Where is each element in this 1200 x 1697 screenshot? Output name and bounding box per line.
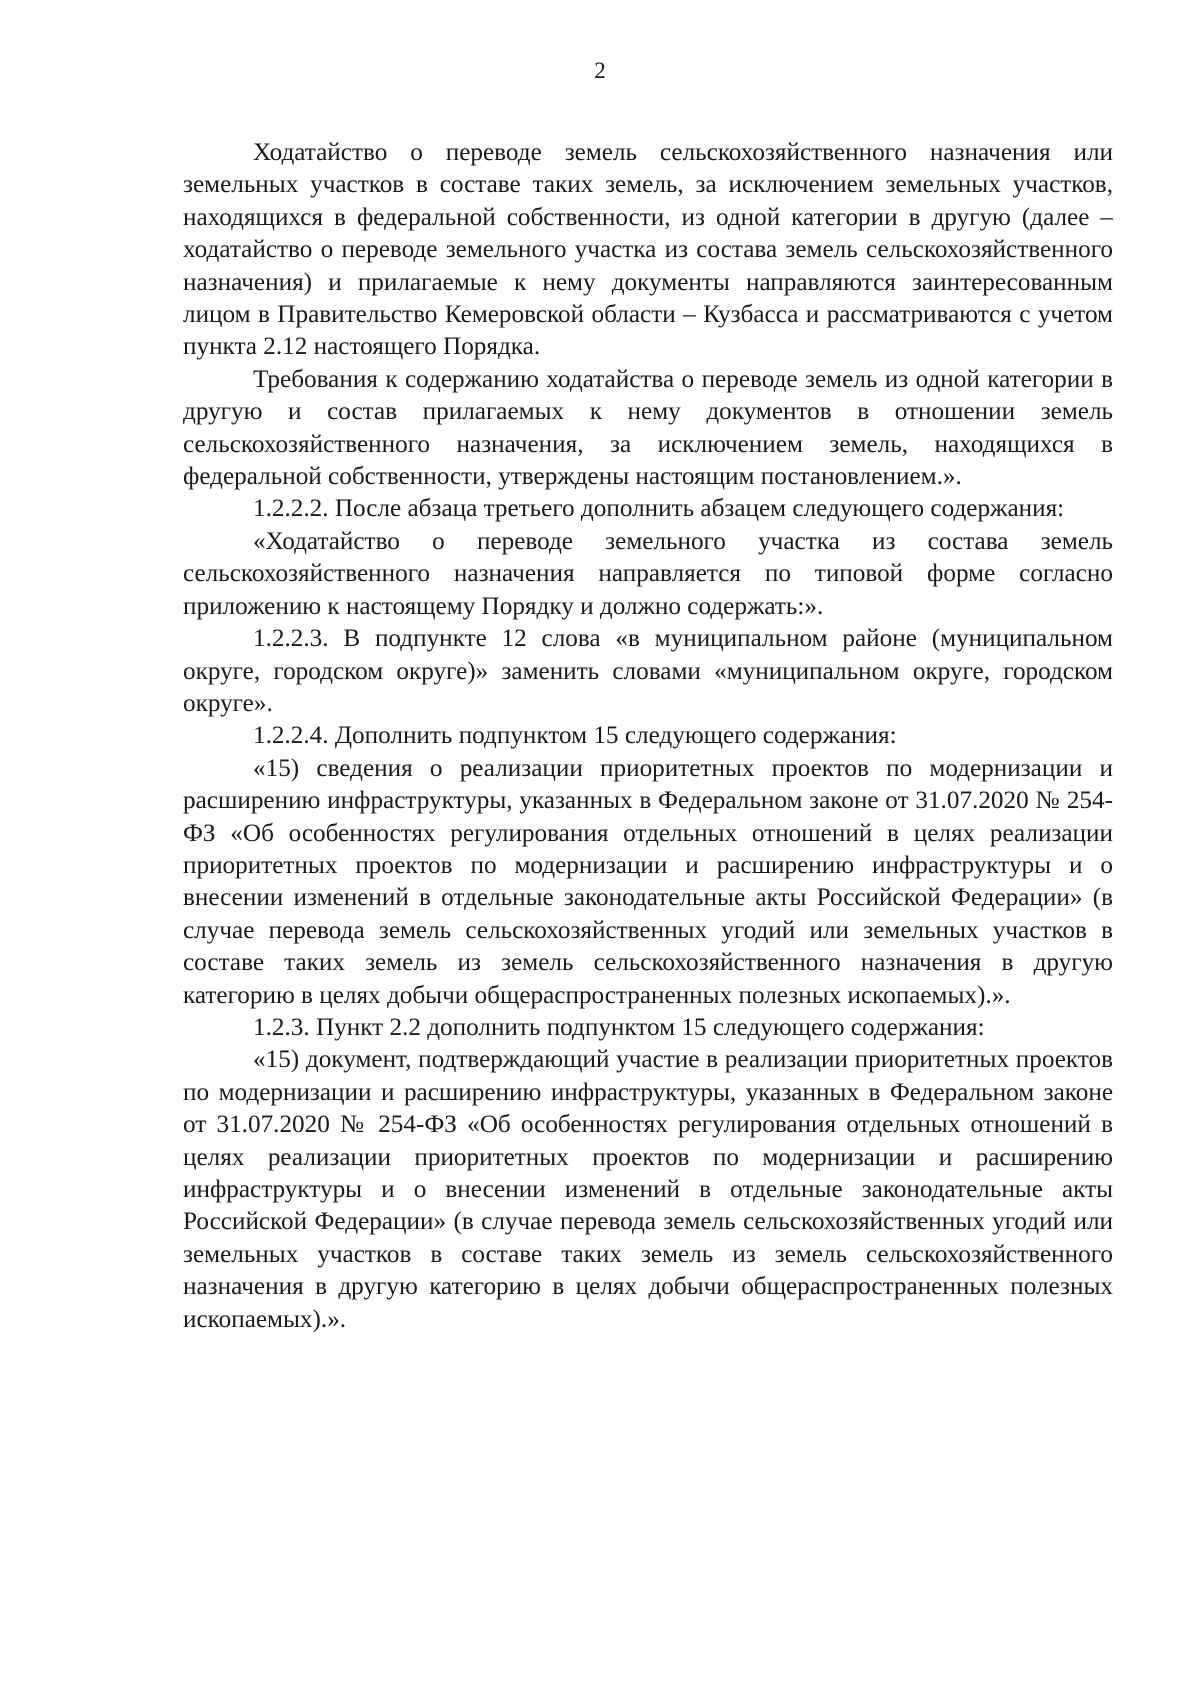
- document-body: [183, 137, 1113, 1336]
- page-number: 2: [594, 58, 606, 83]
- paragraph-item-1-2-2-2: 1.2.2.2. После абзаца третьего дополнить абзацем следующего содержания:: [253, 495, 1065, 523]
- paragraph-item-1-2-2-4: 1.2.2.4. Дополнить подпунктом 15 следующего содержания:: [253, 722, 897, 750]
- paragraph-subitem-15-document: «15) документ, подтверждающий участие в реализации приоритетных проектов по модернизации и расширению инфраструктуры, указанных в Федеральном законе от 31.07.2020 № 254-ФЗ «Об особенностях регулирования отдельных отношений в целях реализации приоритетных проектов по модернизации и расширению инфраструктуры и о внесении изменений в отдельные законодательные акты Российской Федерации» (в случае перевода земель сельскохозяйственных угодий или земельных участков в составе таких земель из земель сельскохозяйственного назначения в другую категорию в целях добычи общераспространенных полезных ископаемых).».: [183, 1046, 1113, 1333]
- paragraph-item-1-2-3: 1.2.3. Пункт 2.2 дополнить подпунктом 15 следующего содержания:: [253, 1013, 985, 1041]
- paragraph-subitem-15-information: «15) сведения о реализации приоритетных проектов по модернизации и расширению инфраструктуры, указанных в Федеральном законе от 31.07.2020 № 254-ФЗ «Об особенностях регулирования отдельных отношений в целях реализации приоритетных проектов по модернизации и расширению инфраструктуры и о внесении изменений в отдельные законодательные акты Российской Федерации» (в случае перевода земель сельскохозяйственных угодий или земельных участков в составе таких земель из земель сельскохозяйственного назначения в другую категорию в целях добычи общераспространенных полезных ископаемых).».: [183, 754, 1113, 1009]
- paragraph-standard-form: «Ходатайство о переводе земельного участка из состава земель сельскохозяйственного назначения направляется по типовой форме согласно приложению к настоящему Порядку и должно содержать:».: [183, 527, 1113, 620]
- paragraph-item-1-2-2-3: 1.2.2.3. В подпункте 12 слова «в муниципальном районе (муниципальном округе, городском округе)» заменить словами «муниципальном округе, городском округе».: [183, 625, 1113, 717]
- paragraph-petition-requirements: Требования к содержанию ходатайства о переводе земель из одной категории в другую и состав прилагаемых к нему документов в отношении земель сельскохозяйственного назначения, за исключением земель, находящихся в федеральной собственности, утверждены настоящим постановлением.».: [183, 365, 1113, 491]
- paragraph-petition-submission: Ходатайство о переводе земель сельскохозяйственного назначения или земельных участков в составе таких земель, за исключением земельных участков, находящихся в федеральной собственности, из одной категории в другую (далее – ходатайство о переводе земельного участка из состава земель сельскохозяйственного назначения) и прилагаемые к нему документы направляются заинтересованным лицом в Правительство Кемеровской области – Кузбасса и рассматриваются с учетом пункта 2.12 настоящего Порядка.: [183, 139, 1113, 361]
